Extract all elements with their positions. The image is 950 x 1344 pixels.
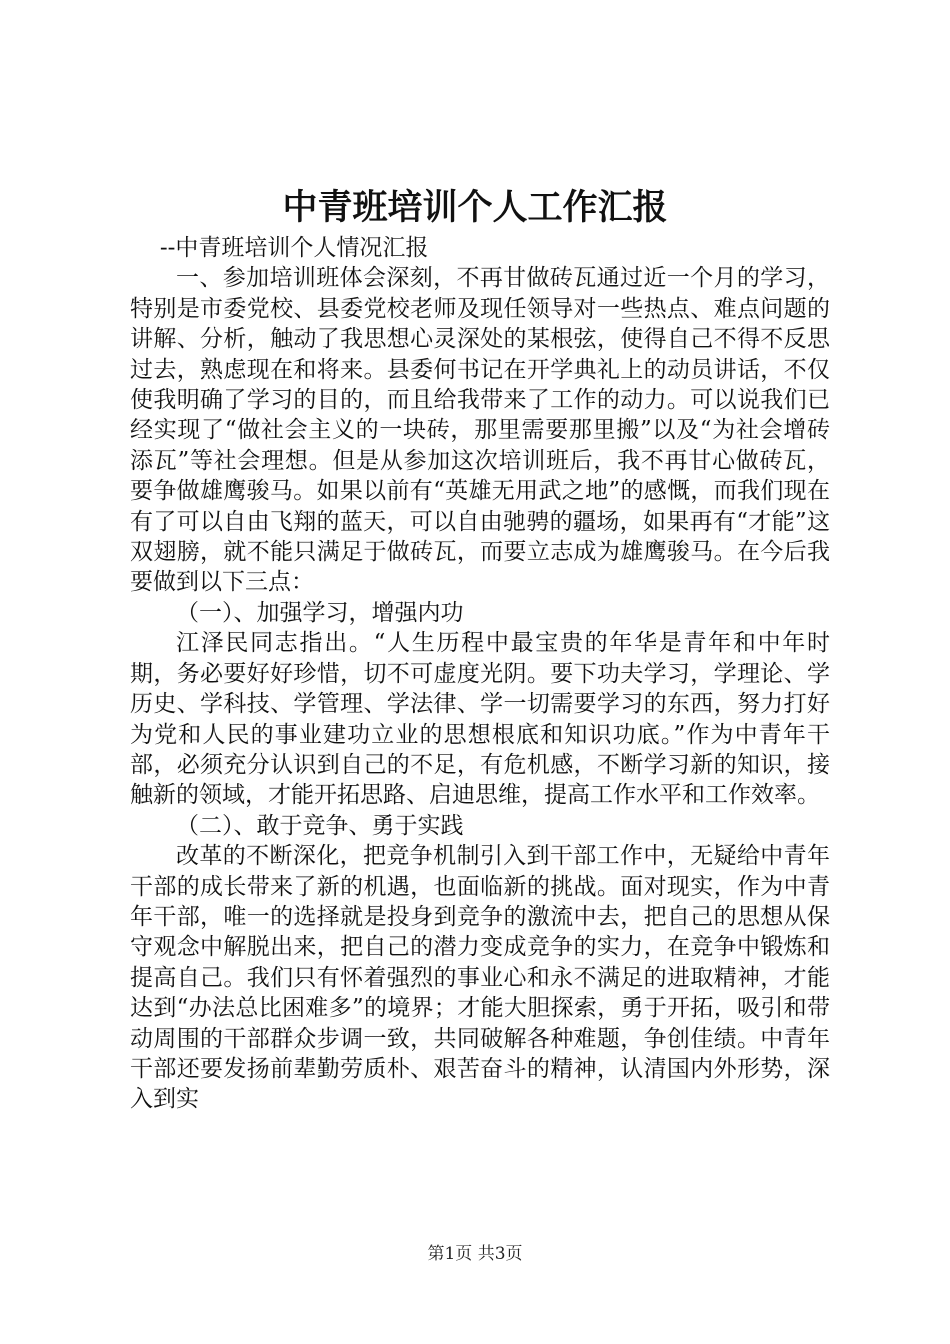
document-subtitle: --中青班培训个人情况汇报 bbox=[159, 235, 429, 261]
section-heading-1: （一）、加强学习，增强内功 bbox=[176, 599, 464, 626]
page-footer: 第1页 共3页 bbox=[427, 1244, 523, 1264]
paragraph-section-1: 江泽民同志指出。“人生历程中最宝贵的年华是青年和中年时期，务必要好好珍惜，切不可虚度光阴。要下功夫学习，学理论、学历史、学科技、学管理、学法律、学一切需要学习的东西，努力打好为党和人民的事业建功立业的思想根底和知识功底。”作为中青年干部，必须充分认识到自己的不足，有危机感，不断学习新的知识，接触新的领域，才能开拓思路、启迪思维，提高工作水平和工作效率。 bbox=[130, 630, 830, 809]
paragraph-section-2: 改革的不断深化，把竞争机制引入到干部工作中，无疑给中青年干部的成长带来了新的机遇，也面临新的挑战。面对现实，作为中青年干部，唯一的选择就是投身到竞争的激流中去，把自己的思想从保守观念中解脱出来，把自己的潜力变成竞争的实力，在竞争中锻炼和提高自己。我们只有怀着强烈的事业心和永不满足的进取精神，才能达到“办法总比困难多”的境界；才能大胆探索，勇于开拓，吸引和带动周围的干部群众步调一致，共同破解各种难题，争创佳绩。中青年干部还要发扬前辈勤劳质朴、艰苦奋斗的精神，认清国内外形势，深入到实 bbox=[130, 843, 830, 1113]
paragraph-intro: 一、参加培训班体会深刻，不再甘做砖瓦通过近一个月的学习，特别是市委党校、县委党校老师及现任领导对一些热点、难点问题的讲解、分析，触动了我思想心灵深处的某根弦，使得自己不得不反思过去，熟虑现在和将来。县委何书记在开学典礼上的动员讲话，不仅使我明确了学习的目的，而且给我带来了工作的动力。可以说我们已经实现了“做社会主义的一块砖，那里需要那里搬”以及“为社会增砖添瓦”等社会理想。但是从参加这次培训班后，我不再甘心做砖瓦，要争做雄鹰骏马。如果以前有“英雄无用武之地”的感慨，而我们现在有了可以自由飞翔的蓝天，可以自由驰骋的疆场，如果再有“才能”这双翅膀，就不能只满足于做砖瓦，而要立志成为雄鹰骏马。在今后我要做到以下三点： bbox=[130, 265, 830, 596]
section-heading-2: （二）、敢于竞争、勇于实践 bbox=[176, 812, 464, 839]
document-body bbox=[130, 233, 830, 1115]
document-title: 中青班培训个人工作汇报 bbox=[282, 187, 668, 228]
